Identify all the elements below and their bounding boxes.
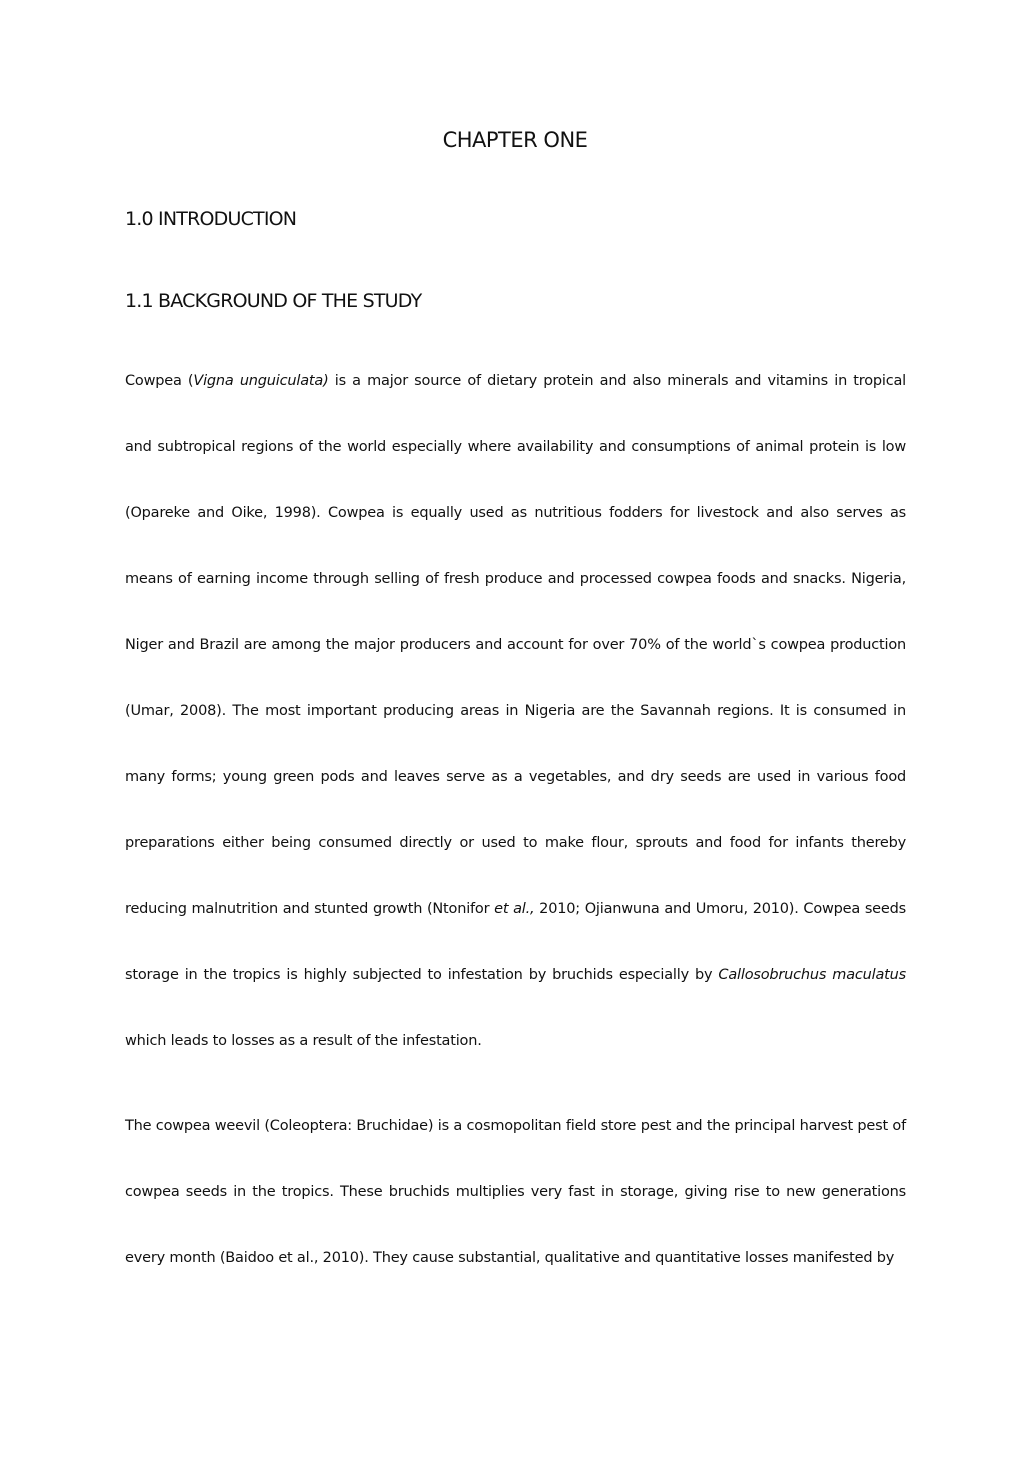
species-name-italic: Vigna unguiculata) (193, 373, 329, 389)
citation-italic: et al., (494, 901, 535, 917)
paragraph-text: which leads to losses as a result of the infestation. (125, 1033, 482, 1049)
background-paragraph-1 (125, 348, 906, 1074)
species-name-italic: Callosobruchus maculatus (718, 967, 906, 983)
paragraph-text: The cowpea weevil (Coleoptera: Bruchidae) is a cosmopolitan field store pest and the principal harvest pest of cowpea seeds in the tropics. These bruchids multiplies very fast in storage, giving rise to new generations every month (Baidoo et al., 2010). They cause substantial, qualitative and quantitative losses manifested by (125, 1118, 906, 1266)
paragraph-text: Cowpea ( (125, 373, 194, 389)
section-heading: 1.0 INTRODUCTION (125, 208, 297, 230)
paragraph-text: 2010; Ojianwuna and Umoru, 2010). Cowpea seeds storage in the tropics is highly subjected to infestation by bruchids especially by (125, 901, 906, 983)
background-paragraph-2 (125, 1093, 906, 1291)
paragraph-text: is a major source of dietary protein and also minerals and vitamins in tropical and subtropical regions of the world especially where availability and consumptions of animal protein is low (Opareke and Oike, 1998). Cowpea is equally used as nutritious fodders for livestock and also serves as means of earning income through selling of fresh produce and processed cowpea foods and snacks. Nigeria, Niger and Brazil are among the major producers and account for over 70% of the world`s cowpea production (Umar, 2008). The most important producing areas in Nigeria are the Savannah regions. It is consumed in many forms; young green pods and leaves serve as a vegetables, and dry seeds are used in various food preparations either being consumed directly or used to make flour, sprouts and food for infants thereby reducing malnutrition and stunted growth (Ntonifor (125, 373, 907, 917)
subsection-heading: 1.1 BACKGROUND OF THE STUDY (125, 290, 422, 312)
chapter-title: CHAPTER ONE (442, 128, 588, 152)
